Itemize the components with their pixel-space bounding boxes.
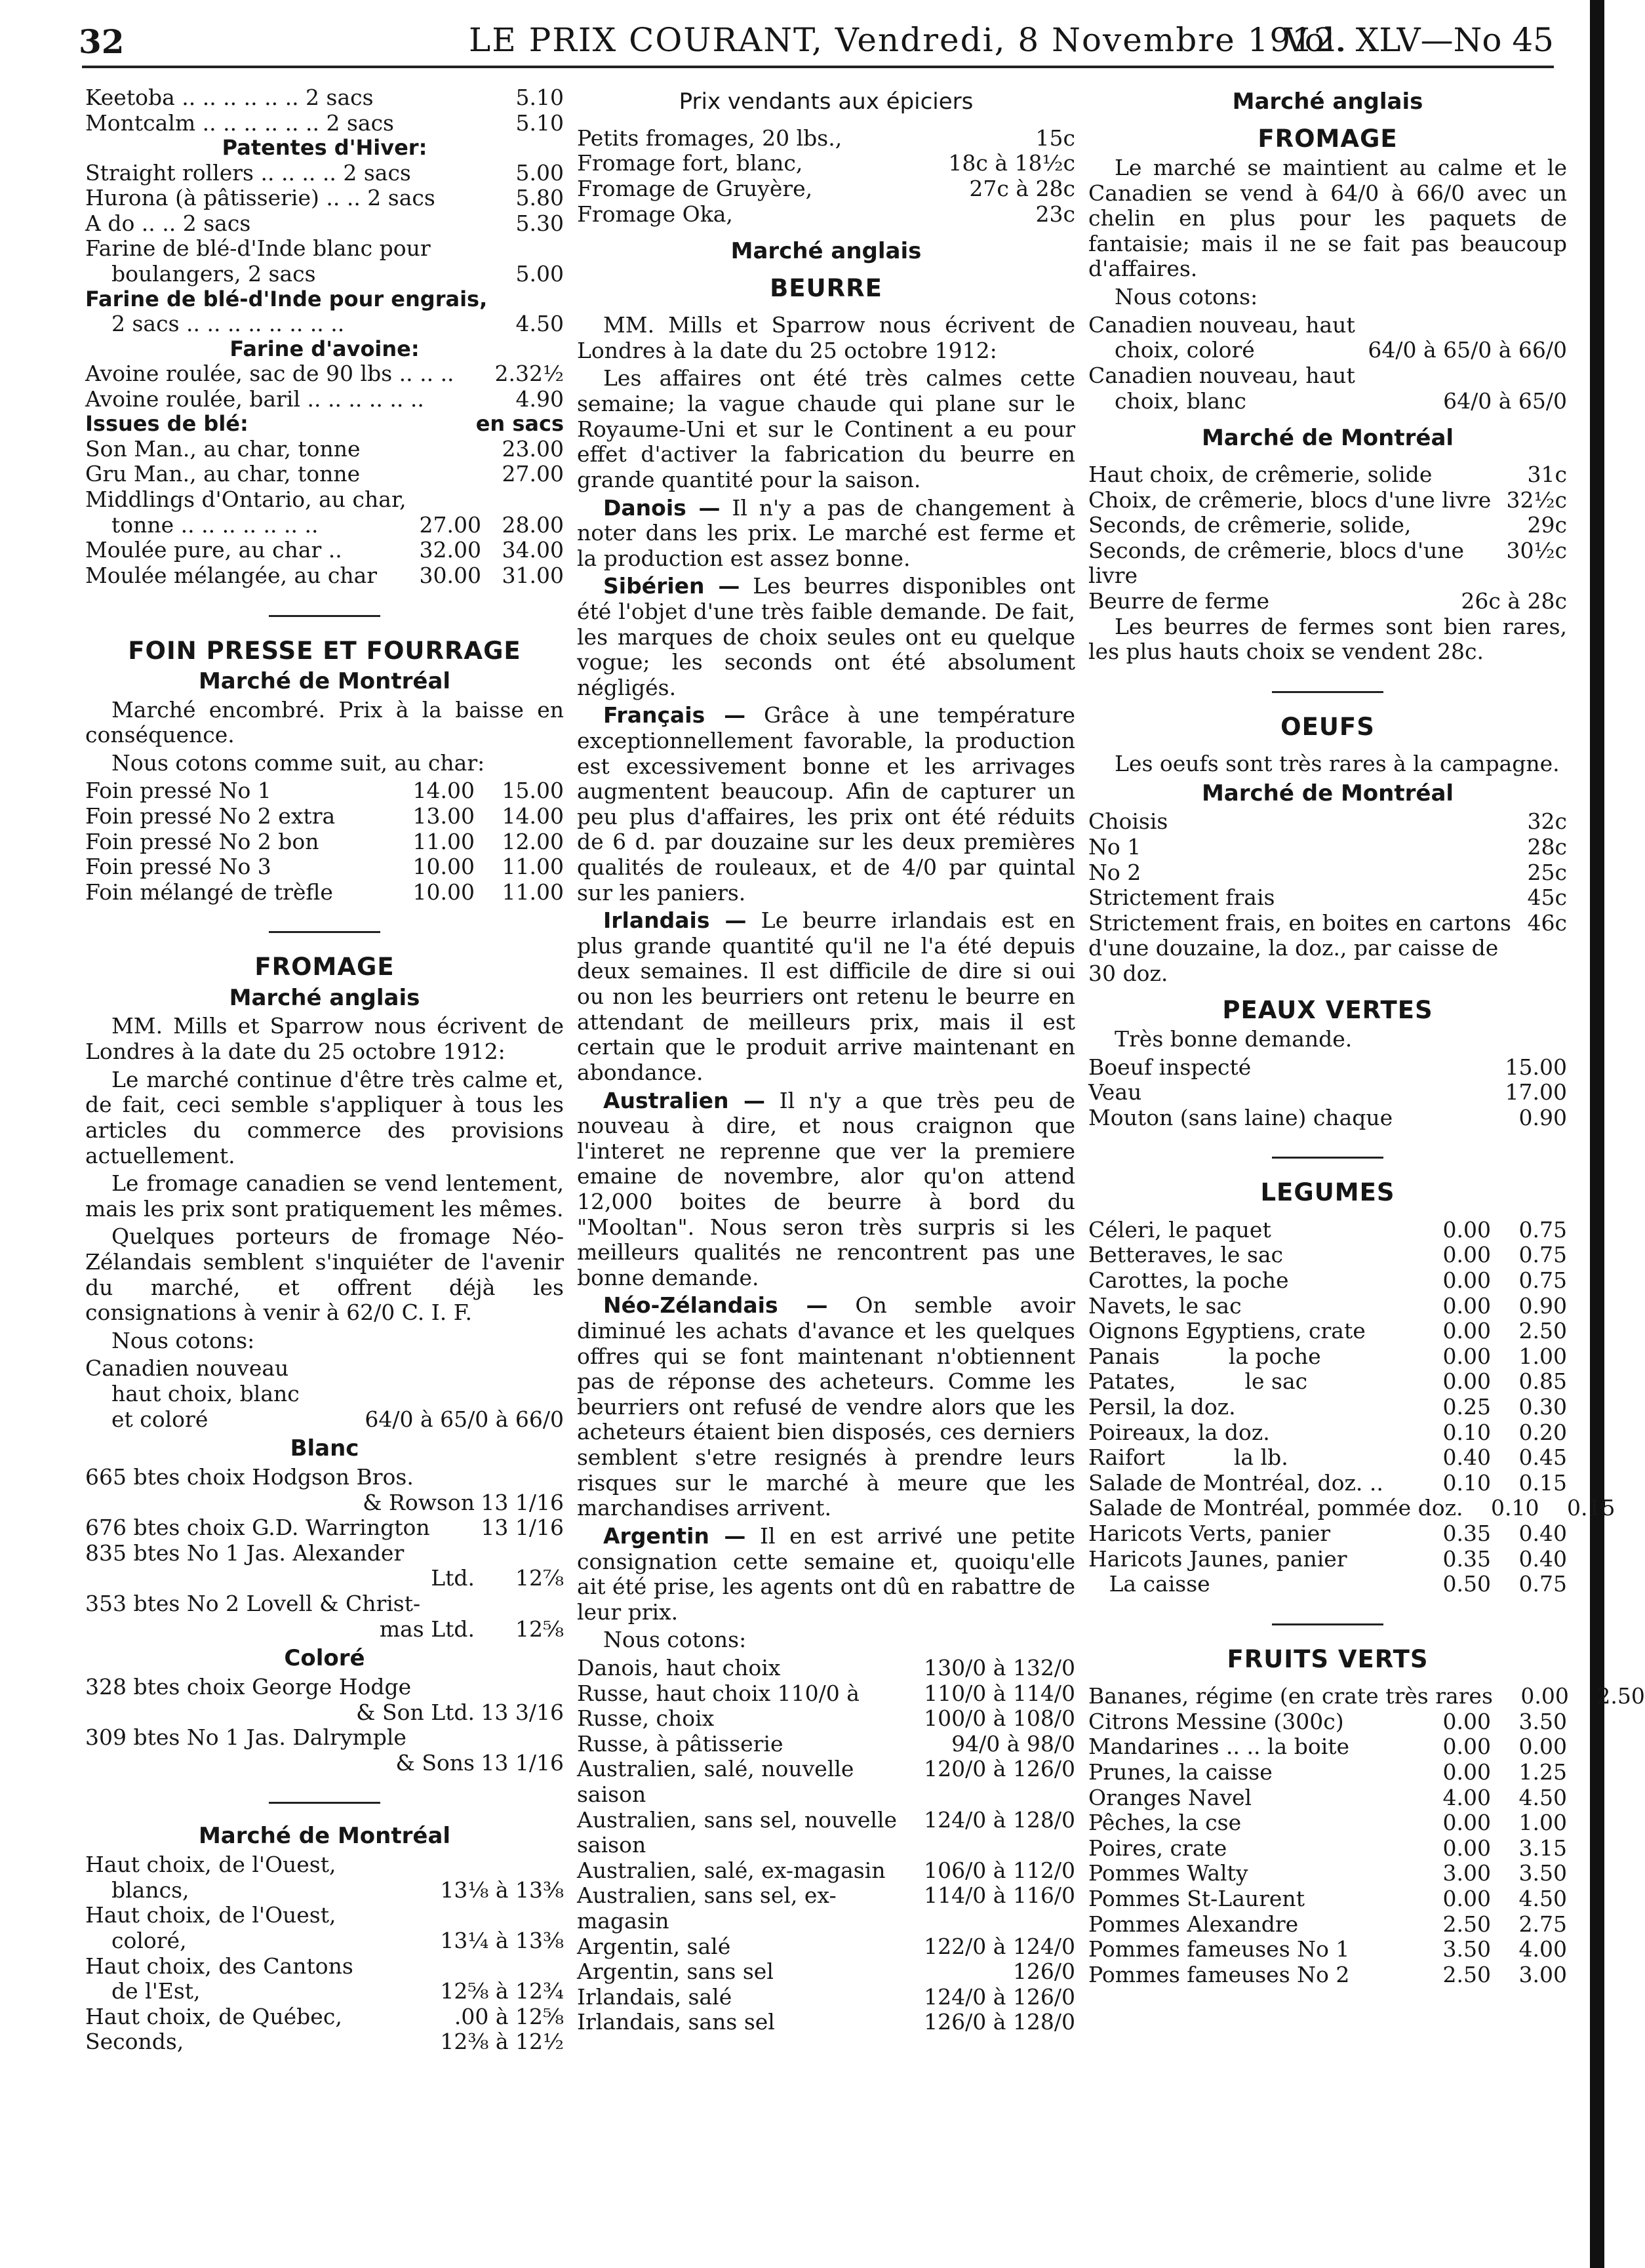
price-row: Mouton (sans laine) chaque 0.90: [1088, 1104, 1567, 1130]
price-row: Poireaux, la doz. 0.10 0.20: [1088, 1419, 1567, 1445]
section-divider: [1272, 1623, 1383, 1625]
section-title: PEAUX VERTES: [1222, 995, 1433, 1024]
price-row: Avoine roulée, baril .. .. .. .. .. .. 4.90: [85, 386, 564, 412]
price-row: Keetoba .. .. .. .. .. .. 2 sacs 5.10: [85, 85, 564, 110]
paragraph: Sibérien — Les beurres disponibles ont été l'objet d'une très faible demande. De fait, les marques de choix seules ont eu quelque vogue; les seconds ont été absolument négligés.: [577, 573, 1075, 700]
column-2: [577, 85, 1075, 2242]
market-subtitle: Marché anglais: [229, 984, 420, 1011]
market-subtitle: Marché de Montréal: [198, 1823, 451, 1850]
paragraph: Néo-Zélandais — On semble avoir diminué les achats d'avance et les quelques offres qui se font maintenant n'obtiennent pas de réponse des acheteurs. Comme les beurriers ont refusé de vendre alors que les acheteurs étaient bien disposés, ces derniers semblent s'etre resignés à prendre leurs risques sur le marché à meure que les marchandises arrivent.: [577, 1292, 1075, 1521]
newspaper-title: LE PRIX COURANT, Vendredi, 8 Novembre 1912.: [469, 21, 1348, 59]
price-row: 328 btes choix George Hodge: [85, 1674, 412, 1700]
peaux-section: [1088, 996, 1567, 1131]
price-row: Foin pressé No 1 14.00 15.00: [85, 778, 564, 804]
price-row: Straight rollers .. .. .. .. 2 sacs 5.00: [85, 159, 564, 186]
price-row: A do .. .. 2 sacs 5.30: [85, 210, 564, 236]
foin-section: [85, 637, 564, 905]
paragraph: Nous cotons:: [603, 1627, 747, 1653]
price-row: & Sons 13 1/16: [395, 1749, 564, 1776]
price-row: Choix, de crêmerie, blocs d'une livre 32½c: [1088, 487, 1567, 513]
price-row: 309 btes No 1 Jas. Dalrymple: [85, 1724, 406, 1751]
section-title: FROMAGE: [254, 953, 395, 982]
price-row: Australien, salé, nouvelle saison 120/0 à 126/0: [577, 1756, 1075, 1807]
column-1: [85, 85, 564, 2242]
section-title: FROMAGE: [1258, 124, 1398, 153]
price-row: tonne .. .. .. .. .. .. .. 27.00 28.00: [111, 511, 564, 538]
section-divider: [269, 931, 380, 933]
price-row: 665 btes choix Hodgson Bros.: [85, 1463, 414, 1490]
paragraph: Nous cotons comme suit, au char:: [111, 749, 485, 776]
price-row: Fromage Oka, 23c: [577, 201, 1075, 227]
price-row-label: Canadien nouveau: [85, 1355, 289, 1382]
price-row: boulangers, 2 sacs 5.00: [111, 261, 564, 287]
page-edge-shadow: [1590, 0, 1604, 2268]
page-header: [79, 16, 1554, 72]
price-row: Haut choix, de crêmerie, solide 31c: [1088, 461, 1567, 487]
price-row: Salade de Montréal, doz. .. 0.10 0.15: [1088, 1469, 1567, 1496]
price-row: blancs, 13⅛ à 13⅜: [111, 1877, 564, 1903]
section-title: FOIN PRESSE ET FOURRAGE: [128, 636, 521, 665]
price-row: & Son Ltd. 13 3/16: [356, 1699, 564, 1725]
issues-heading: Issues de blé: en sacs: [85, 411, 564, 437]
price-row: Moulée pure, au char .. 32.00 34.00: [85, 537, 564, 563]
beurre-section: [577, 239, 1075, 2035]
price-row: Haut choix, de Québec, .00 à 12⅝: [85, 2003, 564, 2029]
price-row: Choisis 32c: [1088, 808, 1567, 835]
price-row-label: Haut choix, des Cantons: [85, 1953, 353, 1979]
price-row: Argentin, salé 122/0 à 124/0: [577, 1933, 1075, 1959]
paragraph: Français — Grâce à une température exceptionnellement favorable, la production est excessivement bonne et les arrivages augmentent beaucoup. Afin de capturer un peu plus d'affaires, les prix ont été réduits de 6 d. par douzaine sur les deux premières qualités de rouleaux, et de 4/0 par quintal sur les paniers.: [577, 702, 1075, 905]
price-row: Salade de Montréal, pommée doz. 0.10 0.15: [1088, 1495, 1615, 1521]
paragraph: Argentin — Il en est arrivé une petite consignation cette semaine et, quoiqu'elle ait été prise, les agents ont dû en rabattre de leur prix.: [577, 1522, 1076, 1625]
section-divider: [1272, 691, 1383, 693]
paragraph: Danois — Il n'y a pas de changement à noter dans les prix. Le marché est ferme et la production est assez bonne.: [577, 494, 1075, 571]
price-row: Seconds, 12⅜ à 12½: [85, 2029, 564, 2055]
subsection-title: Coloré: [284, 1645, 365, 1672]
patentes-heading: Patentes d'Hiver:: [222, 135, 427, 161]
page-number: 32: [79, 22, 125, 61]
price-row: 676 btes choix G.D. Warrington 13 1/16: [85, 1515, 564, 1541]
price-row: Irlandais, salé 124/0 à 126/0: [577, 1983, 1075, 2010]
price-row: Ltd. 12⅞: [431, 1565, 564, 1591]
price-row: et coloré 64/0 à 65/0 à 66/0: [111, 1406, 564, 1432]
price-row-label: Haut choix, de l'Ouest,: [85, 1902, 336, 1928]
price-row: Oignons Egyptiens, crate 0.00 2.50: [1088, 1318, 1567, 1344]
price-row: & Rowson 13 1/16: [363, 1489, 564, 1515]
price-row: Foin pressé No 2 extra 13.00 14.00: [85, 803, 564, 829]
price-row: 353 btes No 2 Lovell & Christ-: [85, 1591, 421, 1617]
paragraph: Très bonne demande.: [1115, 1025, 1353, 1052]
price-row: choix, coloré 64/0 à 65/0 à 66/0: [1115, 337, 1567, 363]
fromage-section: [85, 953, 564, 1776]
price-row: No 1 28c: [1088, 834, 1567, 860]
section-title: LEGUMES: [1260, 1178, 1395, 1207]
price-row: de l'Est, 12⅝ à 12¾: [111, 1978, 564, 2004]
price-row: Poires, crate 0.00 3.15: [1088, 1835, 1567, 1861]
price-row-label: Farine de blé-d'Inde pour engrais,: [85, 286, 488, 311]
price-row: Avoine roulée, sac de 90 lbs .. .. .. 2.32½: [85, 361, 564, 387]
price-row: Patates, le sac 0.00 0.85: [1088, 1368, 1567, 1395]
price-row-label: Haut choix, de l'Ouest,: [85, 1852, 336, 1878]
price-row: choix, blanc 64/0 à 65/0: [1115, 388, 1567, 414]
price-row: Fromage de Gruyère, 27c à 28c: [577, 175, 1075, 201]
section-title: BEURRE: [770, 273, 882, 302]
fromage-anglais-section: [1088, 89, 1567, 414]
price-row: 2 sacs .. .. .. .. .. .. .. .. 4.50: [111, 311, 564, 337]
price-row: Citrons Messine (300c) 0.00 3.50: [1088, 1708, 1567, 1734]
price-row: Pommes St-Laurent 0.00 4.50: [1088, 1886, 1567, 1911]
legumes-section: [1088, 1178, 1615, 1597]
price-row: Argentin, sans sel 126/0: [577, 1959, 1075, 1985]
price-row: Fromage fort, blanc, 18c à 18½c: [577, 150, 1075, 176]
price-row: Mandarines .. .. la boite 0.00 0.00: [1088, 1734, 1567, 1760]
price-row: Australien, sans sel, nouvelle saison 124/0 à 128/0: [577, 1806, 1075, 1858]
price-row: Russe, haut choix 110/0 à 110/0 à 114/0: [577, 1680, 1075, 1706]
price-row: Pommes Alexandre 2.50 2.75: [1088, 1911, 1567, 1937]
price-row: Haricots Verts, panier 0.35 0.40: [1088, 1521, 1567, 1547]
price-row: Gru Man., au char, tonne 27.00: [85, 461, 564, 487]
price-row: Boeuf inspecté 15.00: [1088, 1054, 1567, 1080]
price-row: Céleri, le paquet 0.00 0.75: [1088, 1216, 1567, 1243]
paragraph: MM. Mills et Sparrow nous écrivent de Londres à la date du 25 octobre 1912:: [85, 1013, 564, 1065]
price-row: Foin pressé No 2 bon 11.00 12.00: [85, 828, 564, 854]
paragraph: MM. Mills et Sparrow nous écrivent de Londres à la date du 25 octobre 1912:: [577, 312, 1075, 363]
price-row: Persil, la doz. 0.25 0.30: [1088, 1393, 1567, 1420]
price-row: Betteraves, le sac 0.00 0.75: [1088, 1242, 1567, 1268]
price-row: Moulée mélangée, au char 30.00 31.00: [85, 562, 564, 588]
market-subtitle: Marché de Montréal: [1201, 425, 1454, 452]
market-subtitle: Marché de Montréal: [1201, 780, 1454, 806]
price-row-label: Canadien nouveau, haut: [1088, 362, 1355, 388]
beurre-montreal-section: [1088, 426, 1567, 665]
price-row: Hurona (à pâtisserie) .. .. 2 sacs 5.80: [85, 185, 564, 211]
column-3: [1088, 85, 1645, 2242]
price-row: Australien, salé, ex-magasin 106/0 à 112/0: [577, 1857, 1075, 1883]
price-row: Seconds, de crêmerie, blocs d'une livre 30½c: [1088, 537, 1567, 589]
paragraph: Nous cotons:: [111, 1327, 255, 1353]
price-row-label: haut choix, blanc: [111, 1381, 300, 1406]
price-row: Strictement frais, en boites en cartons d'une douzaine, la doz., par caisse de 30 doz. 46c: [1088, 909, 1567, 987]
price-row: Russe, à pâtisserie 94/0 à 98/0: [577, 1730, 1075, 1757]
price-row: Pommes fameuses No 1 3.50 4.00: [1088, 1936, 1567, 1962]
price-row: Strictement frais 45c: [1088, 885, 1567, 911]
fruits-section: [1088, 1644, 1645, 1988]
paragraph: Nous cotons:: [1115, 284, 1258, 310]
market-subtitle: Marché anglais: [1232, 89, 1423, 115]
price-row: Foin mélangé de trèfle 10.00 11.00: [85, 879, 564, 905]
price-row: Beurre de ferme 26c à 28c: [1088, 587, 1567, 614]
price-row: Veau 17.00: [1088, 1079, 1567, 1105]
farine-section: [85, 85, 564, 589]
price-row: Danois, haut choix 130/0 à 132/0: [577, 1654, 1075, 1681]
price-row: Seconds, de crêmerie, solide, 29c: [1088, 512, 1567, 538]
avoine-heading: Farine d'avoine:: [229, 336, 420, 361]
header-rule: [82, 66, 1554, 68]
price-row: Foin pressé No 3 10.00 11.00: [85, 854, 564, 880]
price-row: Petits fromages, 20 lbs., 15c: [577, 125, 1075, 151]
section-title: OEUFS: [1280, 712, 1375, 741]
price-row: Prunes, la caisse 0.00 1.25: [1088, 1759, 1567, 1785]
price-row: Bananes, régime (en crate très rares 0.00 2.50: [1088, 1683, 1645, 1709]
price-row: mas Ltd. 12⅝: [379, 1616, 564, 1642]
paragraph: Irlandais — Le beurre irlandais est en plus grande quantité qu'il ne l'a été depuis deux semaines. Il est difficile de dire si oui ou non les beurriers ont retenu le beurre en attendant de meilleurs prix, mais il est certain que le produit arrive maintenant en abondance.: [577, 907, 1076, 1085]
section-title: Prix vendants aux épiciers: [679, 89, 974, 115]
paragraph: Marché encombré. Prix à la baisse en conséquence.: [85, 696, 564, 748]
paragraph: Les beurres de fermes sont bien rares, les plus hauts choix se vendent 28c.: [1088, 613, 1567, 665]
section-divider: [269, 615, 380, 617]
price-row: Russe, choix 100/0 à 108/0: [577, 1705, 1075, 1732]
paragraph: Quelques porteurs de fromage Néo-Zélandais semblent s'inquiéter de l'avenir du marché, et offrent déjà les consignations à venir à 62/0 C. I. F.: [85, 1224, 564, 1326]
price-row: Montcalm .. .. .. .. .. .. 2 sacs 5.10: [85, 109, 564, 136]
price-row: Pommes Walty 3.00 3.50: [1088, 1860, 1567, 1886]
paragraph: Le marché se maintient au calme et le Canadien se vend à 64/0 à 66/0 avec un chelin en plus pour les paquets de fantaisie; mais il ne se fait pas beaucoup d'affaires.: [1088, 155, 1567, 282]
price-row-label: Middlings d'Ontario, au char,: [85, 487, 406, 513]
price-row: Irlandais, sans sel 126/0 à 128/0: [577, 2009, 1075, 2035]
price-row: Panais la poche 0.00 1.00: [1088, 1343, 1567, 1369]
market-subtitle: Marché de Montréal: [198, 667, 451, 694]
oeufs-section: [1088, 713, 1567, 987]
section-title: FRUITS VERTS: [1227, 1644, 1429, 1673]
epiciers-section: [577, 89, 1075, 227]
price-row: La caisse 0.50 0.75: [1088, 1571, 1567, 1597]
paragraph: Australien — Il n'y a que très peu de nouveau à dire, et nous craignon que l'interet ne reprenne que ver la premiere emaine de novembre, alor qu'on attend 12,000 boites de beurre à bord du "Mooltan". Nous seron très surpris si les meilleurs qualités ne rencontrent pas une bonne demande.: [577, 1087, 1075, 1290]
price-row: Oranges Navel 4.00 4.50: [1088, 1784, 1567, 1810]
price-row-label: Canadien nouveau, haut: [1088, 311, 1355, 338]
market-subtitle: Marché anglais: [730, 238, 922, 265]
price-row: Raifort la lb. 0.40 0.45: [1088, 1444, 1567, 1471]
paragraph: Le marché continue d'être très calme et, de fait, ceci semble s'appliquer à tous les articles du commerce des provisions actuellement.: [85, 1066, 564, 1168]
paragraph: Le fromage canadien se vend lentement, mais les prix sont pratiquement les mêmes.: [85, 1170, 564, 1222]
section-divider: [1272, 1157, 1383, 1159]
subsection-title: Blanc: [290, 1435, 359, 1462]
price-row: 835 btes No 1 Jas. Alexander: [85, 1540, 405, 1566]
volume-number: Vol. XLV—No 45: [1284, 21, 1554, 59]
section-divider: [269, 1802, 380, 1804]
price-row-label: Farine de blé-d'Inde blanc pour: [85, 235, 431, 262]
fromage-montreal-section: [85, 1823, 564, 2055]
price-row: coloré, 13¼ à 13⅜: [111, 1928, 564, 1954]
price-row: No 2 25c: [1088, 859, 1567, 885]
paragraph: Les oeufs sont très rares à la campagne.: [1115, 751, 1560, 777]
price-row: Pêches, la cse 0.00 1.00: [1088, 1810, 1567, 1836]
price-row: Australien, sans sel, ex-magasin 114/0 à 116/0: [577, 1882, 1075, 1934]
price-row: Pommes fameuses No 2 2.50 3.00: [1088, 1961, 1567, 1987]
price-row: Son Man., au char, tonne 23.00: [85, 435, 564, 462]
price-row: Haricots Jaunes, panier 0.35 0.40: [1088, 1545, 1567, 1572]
price-row: Navets, le sac 0.00 0.90: [1088, 1292, 1567, 1319]
price-row: Carottes, la poche 0.00 0.75: [1088, 1267, 1567, 1293]
paragraph: Les affaires ont été très calmes cette semaine; la vague chaude qui plane sur le Royaume-Uni et sur le Continent a eu pour effet d'activer la fabrication du beurre en grande quantité pour la saison.: [577, 365, 1075, 492]
